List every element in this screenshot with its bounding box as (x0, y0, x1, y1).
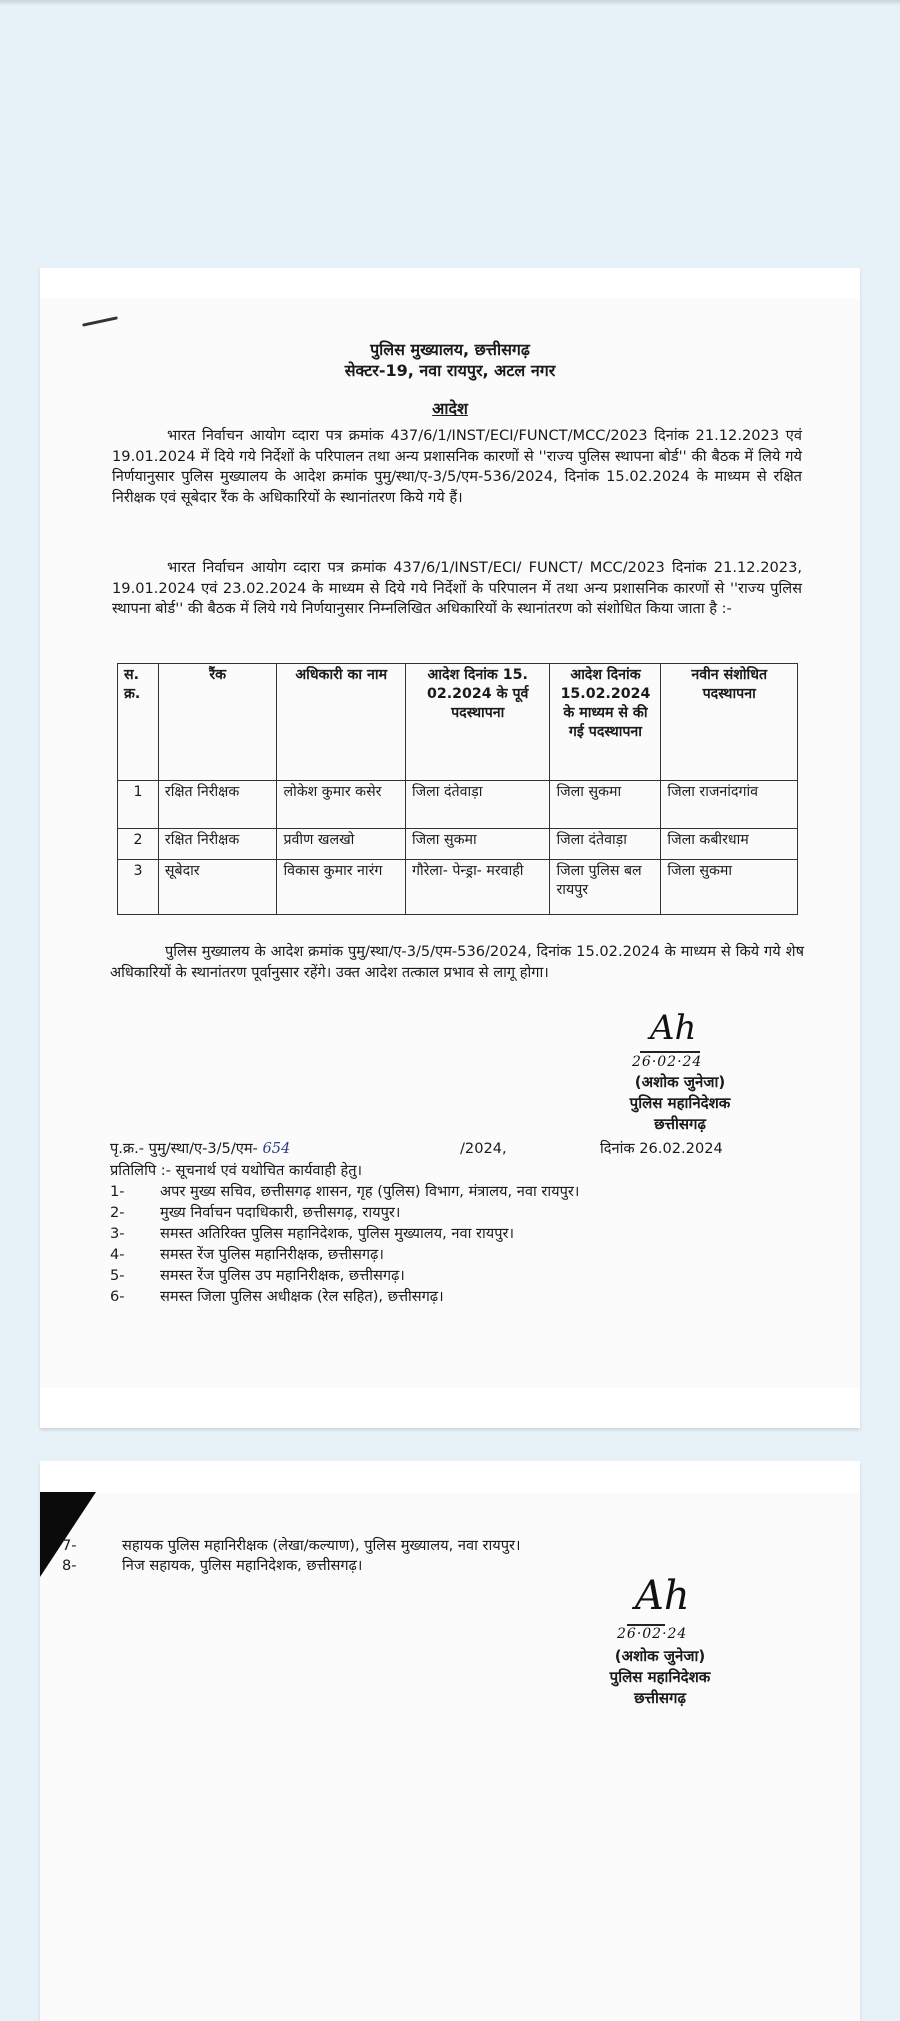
paragraph-1: भारत निर्वाचन आयोग व्दारा पत्र क्रमांक 437/6/1/INST/ECI/FUNCT/MCC/2023 दिनांक 21.12.2023 एवं 19.01.2024 में दिये गये निर्देशों के परिपालन तथा अन्य प्रशासनिक कारणों से ''राज्य पुलिस स्थापना बोर्ड'' की बैठक में लिये गये निर्णयानुसार पुलिस मुख्यालय के आदेश क्रमांक पुमु/स्था/ए-3/5/एम-536/2024, दिनांक 15.02.2024 के माध्यम से रक्षित निरीक्षक एवं सूबेदार रैंक के अधिकारियों के स्थानांतरण किये गये हैं। (112, 427, 802, 506)
endorsement-date: दिनांक 26.02.2024 (600, 1140, 723, 1157)
reference-prefix: पृ.क्र.- पुमु/स्था/ए-3/5/एम- (110, 1140, 258, 1157)
col-posting-via-order: आदेश दिनांक 15.02.2024 के माध्यम से की गई पदस्थापना (550, 664, 661, 781)
copy-item: 7- सहायक पुलिस महानिरीक्षक (लेखा/कल्याण), पुलिस मुख्यालय, नवा रायपुर। (62, 1537, 521, 1554)
reference-number: 654 (262, 1140, 291, 1157)
signatory-name: (अशोक जुनेजा) (634, 1073, 726, 1091)
signatory-designation: पुलिस महानिदेशक (629, 1094, 731, 1112)
cell-prior-posting: गौरेला- पेन्ड्रा- मरवाही (405, 860, 550, 915)
cell-officer-name: विकास कुमार नारंग (277, 860, 406, 915)
col-revised-posting: नवीन संशोधित पदस्थापना (661, 664, 798, 781)
cell-posting-via-order: जिला सुकमा (550, 781, 661, 829)
cell-serial: 1 (118, 781, 159, 829)
cell-prior-posting: जिला सुकमा (405, 829, 550, 860)
signatory-block (560, 1646, 760, 1709)
document-page-2 (40, 1461, 860, 2021)
cell-posting-via-order: जिला दंतेवाड़ा (550, 829, 661, 860)
copy-item: 5- समस्त रेंज पुलिस उप महानिरीक्षक, छत्तीसगढ़। (110, 1267, 405, 1284)
reference-year: /2024, (460, 1140, 507, 1157)
cell-prior-posting: जिला दंतेवाड़ा (405, 781, 550, 829)
cell-posting-via-order: जिला पुलिस बल रायपुर (550, 860, 661, 915)
signature-initials: Ah (635, 1573, 690, 1619)
copy-item: 8- निज सहायक, पुलिस महानिदेशक, छत्तीसगढ़। (62, 1557, 363, 1574)
col-rank: रैंक (158, 664, 277, 781)
table-row (118, 781, 798, 829)
top-shadow (0, 0, 900, 6)
signature-underline (640, 1051, 700, 1053)
signatory-state: छत्तीसगढ़ (654, 1115, 706, 1133)
table-header-row (118, 664, 798, 781)
cell-officer-name: लोकेश कुमार कसेर (277, 781, 406, 829)
cell-officer-name: प्रवीण खलखो (277, 829, 406, 860)
cell-revised-posting: जिला सुकमा (661, 860, 798, 915)
copy-item: 1- अपर मुख्य सचिव, छत्तीसगढ़ शासन, गृह (पुलिस) विभाग, मंत्रालय, नवा रायपुर। (110, 1183, 580, 1200)
signature-date: 26·02·24 (617, 1626, 688, 1642)
copy-item: 6- समस्त जिला पुलिस अधीक्षक (रेल सहित), छत्तीसगढ़। (110, 1288, 444, 1305)
col-serial: स. क्र. (118, 664, 159, 781)
signatory-block (580, 1072, 780, 1135)
copy-item: 4- समस्त रेंज पुलिस महानिरीक्षक, छत्तीसगढ़। (110, 1246, 384, 1263)
signatory-name: (अशोक जुनेजा) (614, 1647, 706, 1665)
paragraph-3: पुलिस मुख्यालय के आदेश क्रमांक पुमु/स्था/ए-3/5/एम-536/2024, दिनांक 15.02.2024 के माध्यम से किये गये शेष अधिकारियों के स्थानांतरण पूर्वानुसार रहेंगे। उक्त आदेश तत्काल प्रभाव से लागू होगा। (110, 943, 804, 981)
office-name: पुलिस मुख्यालय, छत्तीसगढ़ (370, 340, 530, 359)
col-officer-name: अधिकारी का नाम (277, 664, 406, 781)
cell-serial: 3 (118, 860, 159, 915)
endorsement-reference (110, 1139, 290, 1159)
cell-rank: सूबेदार (158, 860, 277, 915)
transfer-table (117, 663, 798, 915)
document-page-1 (40, 268, 860, 1428)
signatory-state: छत्तीसगढ़ (634, 1689, 686, 1707)
cell-serial: 2 (118, 829, 159, 860)
paragraph-2: भारत निर्वाचन आयोग व्दारा पत्र क्रमांक 437/6/1/INST/ECI/ FUNCT/ MCC/2023 दिनांक 21.12.2023, 19.01.2024 एवं 23.02.2024 के माध्यम से दिये गये निर्देशों के परिपालन में तथा अन्य प्रशासनिक कारणों से ''राज्य पुलिस स्थापना बोर्ड'' की बैठक में लिये गये निर्णयानुसार निम्नलिखित अधिकारियों के स्थानांतरण को संशोधित किया जाता है :- (112, 559, 802, 617)
office-address: सेक्टर-19, नवा रायपुर, अटल नगर (344, 361, 556, 380)
cell-rank: रक्षित निरीक्षक (158, 829, 277, 860)
cell-revised-posting: जिला कबीरधाम (661, 829, 798, 860)
copy-item: 2- मुख्य निर्वाचन पदाधिकारी, छत्तीसगढ़, रायपुर। (110, 1204, 401, 1221)
col-prior-posting: आदेश दिनांक 15. 02.2024 के पूर्व पदस्थापना (405, 664, 550, 781)
signatory-designation: पुलिस महानिदेशक (609, 1668, 711, 1686)
table-row (118, 860, 798, 915)
copy-item: 3- समस्त अतिरिक्त पुलिस महानिदेशक, पुलिस मुख्यालय, नवा रायपुर। (110, 1225, 515, 1242)
cell-rank: रक्षित निरीक्षक (158, 781, 277, 829)
cell-revised-posting: जिला राजनांदगांव (661, 781, 798, 829)
table-row (118, 829, 798, 860)
order-title: आदेश (432, 399, 468, 418)
copy-to-heading: प्रतिलिपि :- सूचनार्थ एवं यथोचित कार्यवाही हेतु। (110, 1162, 363, 1179)
signature-initials: Ah (650, 1008, 697, 1048)
signature-date: 26·02·24 (632, 1054, 703, 1070)
